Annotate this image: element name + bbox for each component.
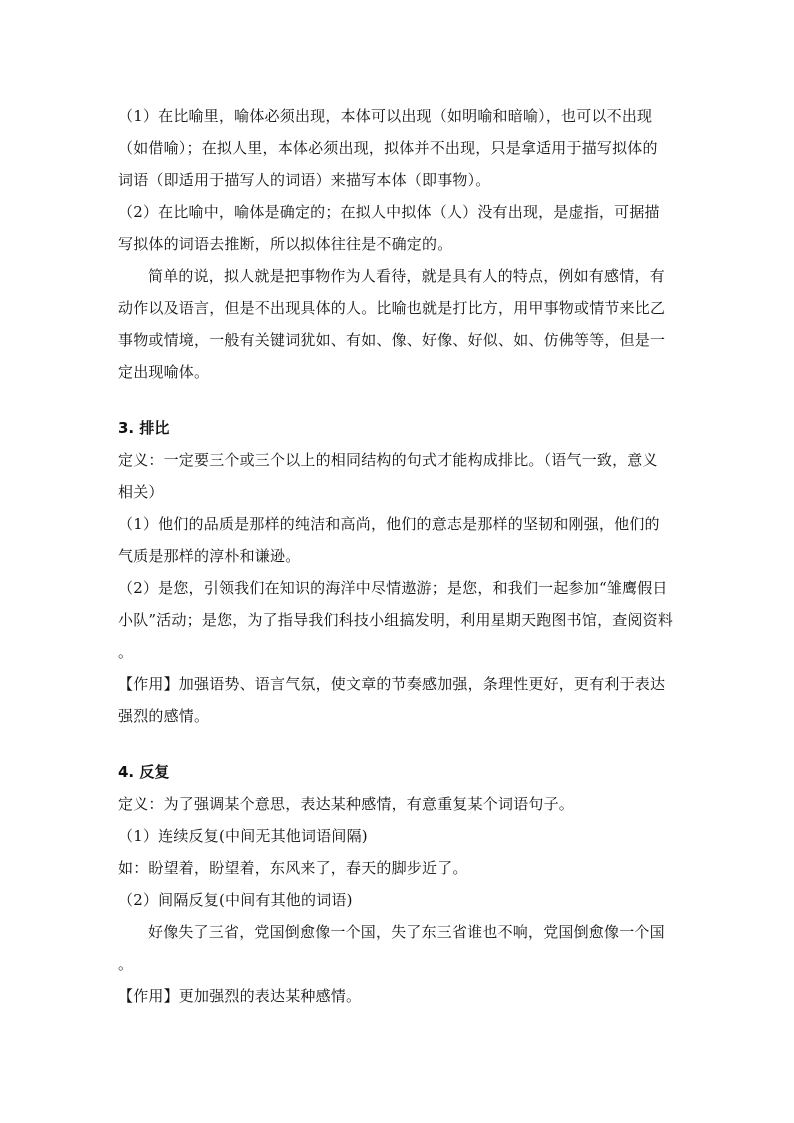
text-line: 简单的说，拟人就是把事物作为人看待，就是具有人的特点，例如有感情，有: [148, 267, 665, 285]
section-repetition: [118, 756, 684, 1012]
definition-line: 相关）: [118, 483, 164, 501]
definition-line: 定义：为了强调某个意思，表达某种感情，有意重复某个词语句子。: [118, 795, 575, 813]
document-page: [118, 100, 684, 1012]
text-line: 写拟体的词语去推断，所以拟体往往是不确定的。: [118, 235, 453, 253]
example-line: 。: [118, 955, 134, 973]
type-line: （2）间隔反复(中间有其他的词语): [118, 891, 353, 909]
paragraph-1: [118, 100, 684, 196]
section-heading: 3. 排比: [118, 419, 170, 437]
text-line: 事物或情境，一般有关键词犹如、有如、像、好像、好似、如、仿佛等等，但是一: [118, 331, 666, 349]
example-line: 气质是那样的淳朴和谦逊。: [118, 547, 301, 565]
text-line: 词语（即适用于描写人的词语）来描写本体（即事物）。: [118, 171, 491, 189]
example-line: 。: [118, 643, 134, 661]
effect-line: 【作用】更加强烈的表达某种感情。: [118, 987, 362, 1005]
text-line: （1）在比喻里，喻体必须出现，本体可以出现（如明喻和暗喻），也可以不出现: [118, 107, 653, 125]
text-line: （如借喻）；在拟人里，本体必须出现，拟体并不出现，只是拿适用于描写拟体的: [118, 139, 658, 157]
paragraph-2: [118, 196, 684, 260]
type-line: （1）连续反复(中间无其他词语间隔): [118, 827, 368, 845]
section-spacer: [118, 388, 684, 412]
text-line: 定出现喻体。: [118, 363, 210, 381]
example-line: （1）他们的品质是那样的纯洁和高尚，他们的意志是那样的坚韧和刚强，他们的: [118, 515, 660, 533]
text-line: （2）在比喻中，喻体是确定的；在拟人中拟体（人）没有出现，是虚指，可据描: [118, 203, 660, 221]
example-line: 小队”活动；是您，为了指导我们科技小组搞发明，利用星期天跑图书馆，查阅资料: [118, 611, 674, 629]
paragraph-3: [118, 260, 684, 388]
example-line: 好像失了三省，党国倒愈像一个国，失了东三省谁也不响，党国倒愈像一个国: [148, 923, 665, 941]
section-parallelism: [118, 412, 684, 732]
effect-line: 【作用】加强语势、语言气氛，使文章的节奏感加强，条理性更好，更有利于表达: [118, 675, 666, 693]
definition-line: 定义：一定要三个或三个以上的相同结构的句式才能构成排比。（语气一致，意义: [118, 451, 658, 469]
effect-line: 强烈的感情。: [118, 707, 210, 725]
example-line: （2）是您，引领我们在知识的海洋中尽情遨游；是您，和我们一起参加“雏鹰假日: [118, 579, 668, 597]
section-heading: 4. 反复: [118, 763, 170, 781]
text-line: 动作以及语言，但是不出现具体的人。比喻也就是打比方，用甲事物或情节来比乙: [118, 299, 666, 317]
section-spacer: [118, 732, 684, 756]
example-line: 如：盼望着，盼望着，东风来了，春天的脚步近了。: [118, 859, 468, 877]
